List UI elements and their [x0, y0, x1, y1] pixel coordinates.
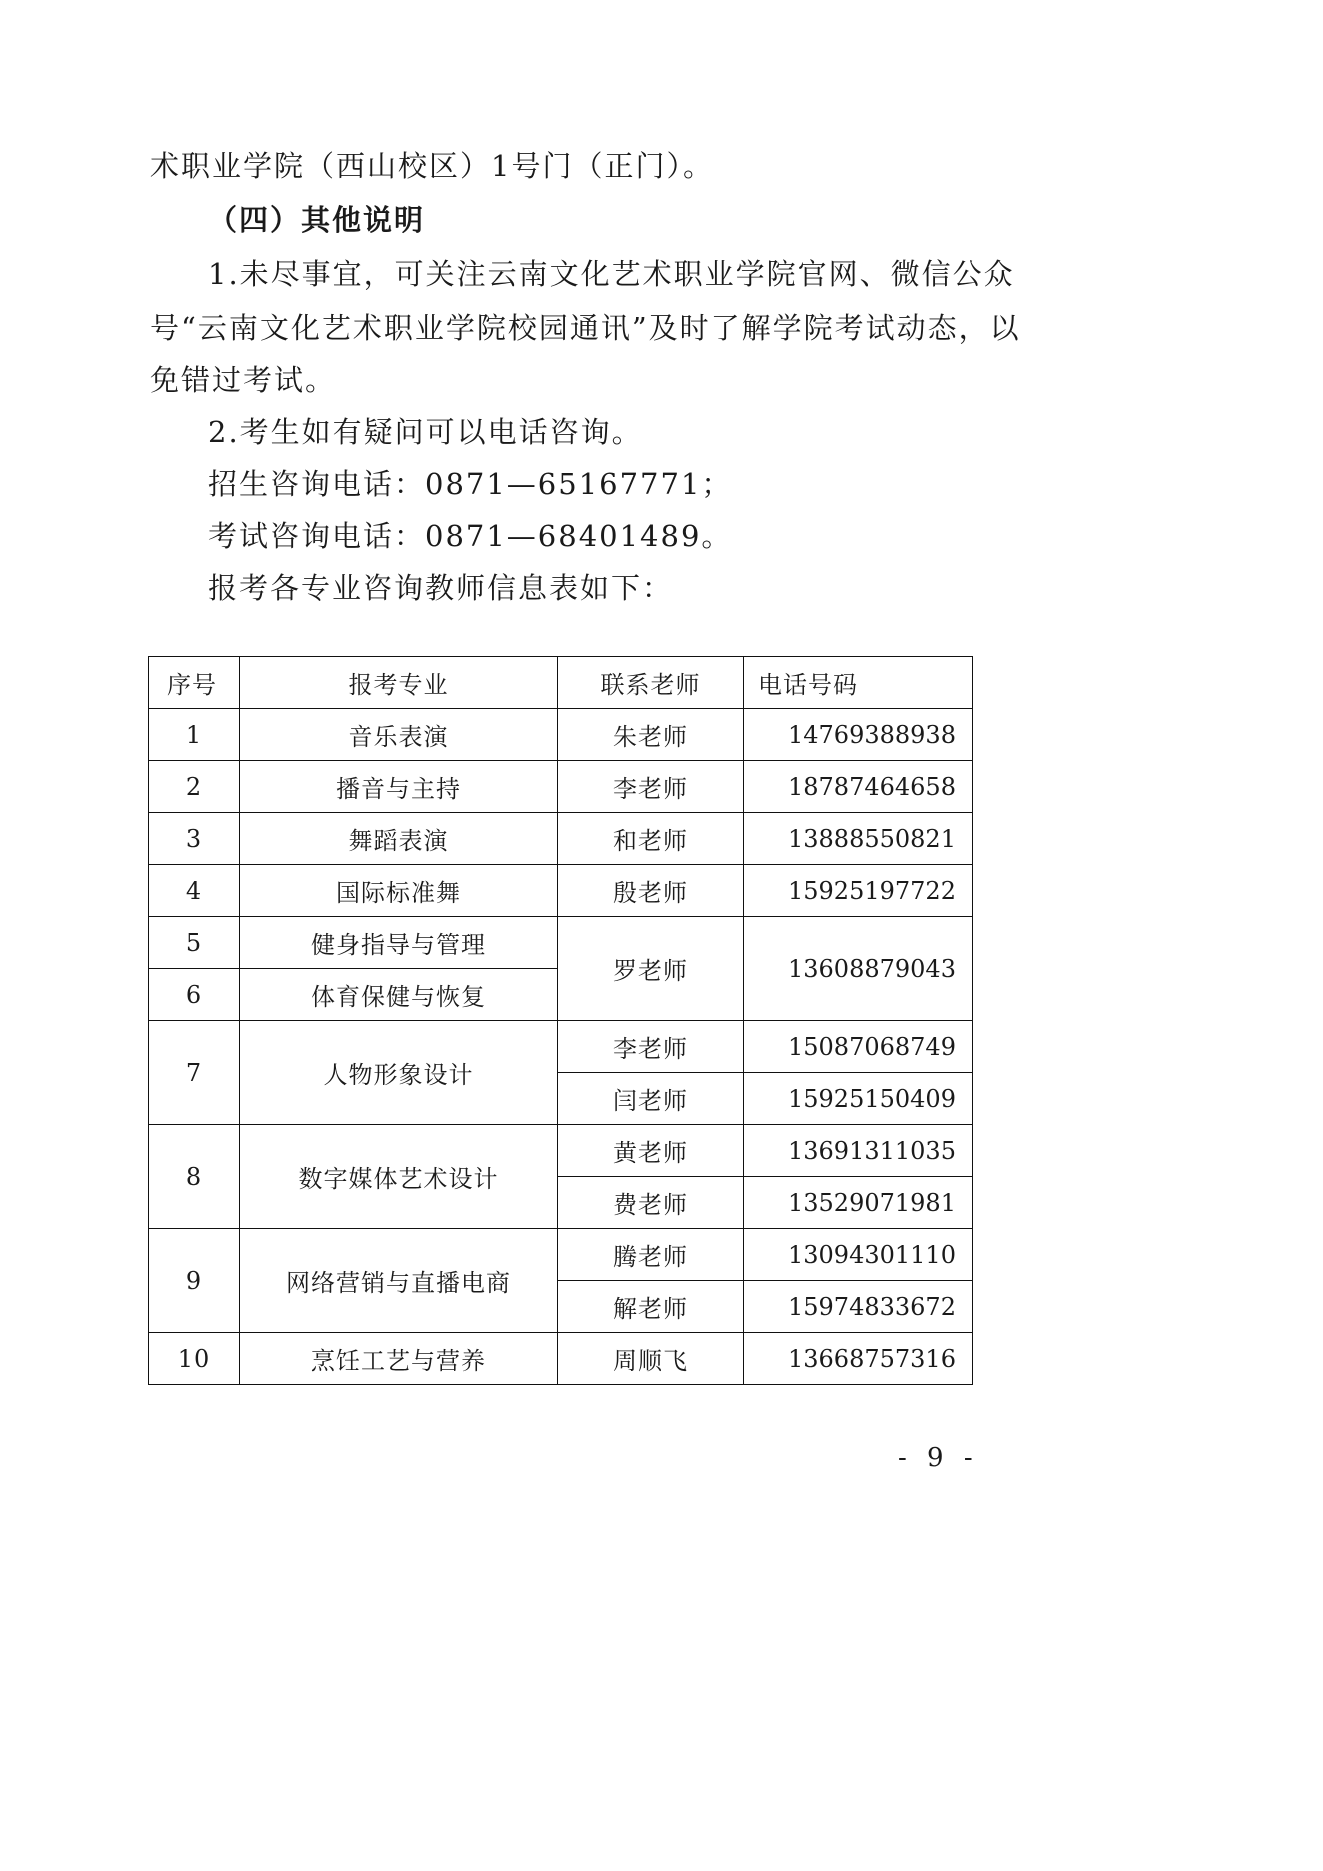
teacher-cell: 朱老师 — [558, 709, 744, 761]
phone-cell: 15925150409 — [744, 1073, 973, 1125]
seq-cell: 3 — [149, 813, 240, 865]
seq-cell: 1 — [149, 709, 240, 761]
major-cell: 网络营销与直播电商 — [240, 1229, 558, 1333]
table-header-row — [149, 657, 973, 709]
major-cell: 人物形象设计 — [240, 1021, 558, 1125]
seq-cell: 8 — [149, 1125, 240, 1229]
phone-cell: 13608879043 — [744, 917, 973, 1021]
enroll-phone-line: 招生咨询电话：0871—65167771； — [208, 467, 733, 501]
table-row — [149, 917, 973, 969]
major-cell: 健身指导与管理 — [240, 917, 558, 969]
seq-cell: 10 — [149, 1333, 240, 1385]
teacher-cell: 和老师 — [558, 813, 744, 865]
phone-cell: 13668757316 — [744, 1333, 973, 1385]
seq-cell: 5 — [149, 917, 240, 969]
phone-cell: 13691311035 — [744, 1125, 973, 1177]
section-heading: （四）其他说明 — [208, 203, 426, 237]
table-row — [149, 709, 973, 761]
table-intro: 报考各专业咨询教师信息表如下： — [208, 571, 674, 605]
paragraph-line: 术职业学院（西山校区）1号门（正门）。 — [150, 149, 714, 183]
page-number: - 9 - — [898, 1443, 979, 1473]
teacher-cell: 李老师 — [558, 761, 744, 813]
seq-cell: 2 — [149, 761, 240, 813]
major-cell: 音乐表演 — [240, 709, 558, 761]
header-teacher: 联系老师 — [558, 657, 744, 709]
seq-cell: 6 — [149, 969, 240, 1021]
table-row — [149, 1125, 973, 1177]
phone-cell: 15087068749 — [744, 1021, 973, 1073]
phone-cell: 13094301110 — [744, 1229, 973, 1281]
table-row — [149, 813, 973, 865]
header-phone: 电话号码 — [744, 657, 973, 709]
phone-cell: 15974833672 — [744, 1281, 973, 1333]
teacher-cell: 费老师 — [558, 1177, 744, 1229]
teacher-cell: 李老师 — [558, 1021, 744, 1073]
major-cell: 舞蹈表演 — [240, 813, 558, 865]
header-seq: 序号 — [149, 657, 240, 709]
paragraph-line: 2.考生如有疑问可以电话咨询。 — [208, 415, 643, 449]
paragraph-line: 1.未尽事宜，可关注云南文化艺术职业学院官网、微信公众 — [208, 257, 1015, 291]
major-cell: 数字媒体艺术设计 — [240, 1125, 558, 1229]
major-cell: 播音与主持 — [240, 761, 558, 813]
phone-cell: 15925197722 — [744, 865, 973, 917]
seq-cell: 9 — [149, 1229, 240, 1333]
paragraph-line: 号“云南文化艺术职业学院校园通讯”及时了解学院考试动态，以 — [150, 311, 1021, 345]
phone-cell: 18787464658 — [744, 761, 973, 813]
table-row — [149, 1333, 973, 1385]
table-row — [149, 1229, 973, 1281]
major-cell: 国际标准舞 — [240, 865, 558, 917]
teacher-cell: 殷老师 — [558, 865, 744, 917]
teacher-cell: 罗老师 — [558, 917, 744, 1021]
table-row — [149, 761, 973, 813]
teacher-cell: 周顺飞 — [558, 1333, 744, 1385]
teacher-info-table — [148, 656, 973, 1385]
teacher-cell: 黄老师 — [558, 1125, 744, 1177]
phone-cell: 14769388938 — [744, 709, 973, 761]
paragraph-line: 免错过考试。 — [150, 363, 337, 397]
phone-cell: 13888550821 — [744, 813, 973, 865]
teacher-cell: 解老师 — [558, 1281, 744, 1333]
seq-cell: 7 — [149, 1021, 240, 1125]
table-row — [149, 1021, 973, 1073]
major-cell: 烹饪工艺与营养 — [240, 1333, 558, 1385]
header-major: 报考专业 — [240, 657, 558, 709]
phone-cell: 13529071981 — [744, 1177, 973, 1229]
seq-cell: 4 — [149, 865, 240, 917]
table-row — [149, 865, 973, 917]
teacher-cell: 闫老师 — [558, 1073, 744, 1125]
major-cell: 体育保健与恢复 — [240, 969, 558, 1021]
exam-phone-line: 考试咨询电话：0871—68401489。 — [208, 519, 733, 553]
teacher-cell: 腾老师 — [558, 1229, 744, 1281]
